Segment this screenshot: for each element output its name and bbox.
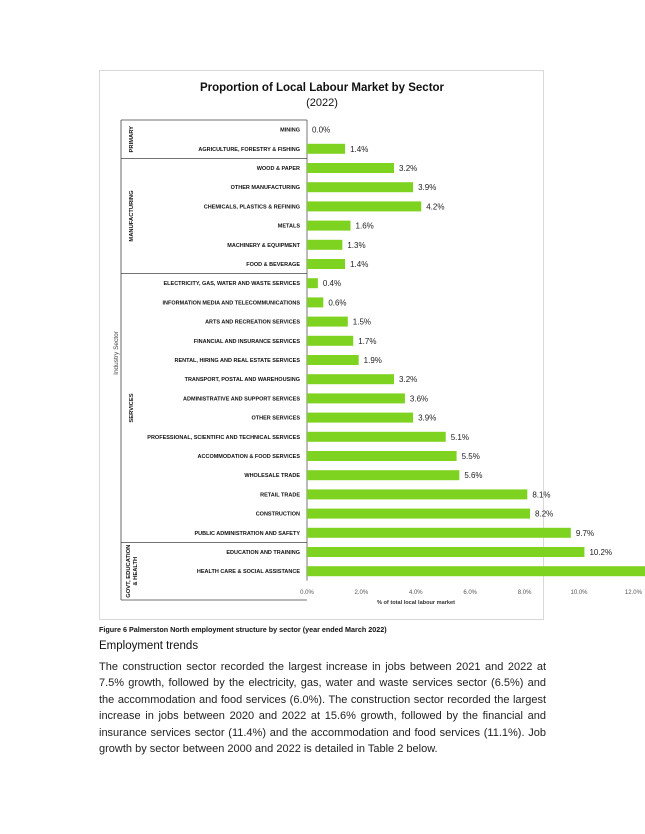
x-tick-label: 0.0% (300, 590, 314, 596)
bar (307, 528, 571, 538)
category-label: HEALTH CARE & SOCIAL ASSISTANCE (196, 569, 300, 576)
bar (307, 259, 345, 269)
data-label: 1.3% (347, 240, 366, 250)
bar (307, 182, 413, 192)
data-label: 1.4% (350, 144, 369, 154)
category-label: FINANCIAL AND INSURANCE SERVICES (193, 338, 300, 345)
data-label: 8.2% (535, 509, 554, 519)
category-label: MINING (280, 127, 300, 134)
data-label: 1.5% (352, 317, 372, 327)
x-tick-label: 8.0% (517, 590, 532, 596)
y-axis-label: Industry Sector (113, 331, 120, 375)
bar (307, 336, 353, 346)
group-label: PRIMARY (129, 125, 135, 153)
category-label: WOOD & PAPER (256, 166, 300, 172)
category-label: OTHER MANUFACTURING (230, 185, 300, 192)
data-label: 3.9% (418, 413, 437, 423)
data-label: 9.7% (575, 528, 595, 538)
data-label: 1.6% (355, 221, 374, 231)
bar (307, 470, 459, 480)
data-label: 3.2% (399, 164, 418, 173)
bar (307, 317, 348, 327)
data-label: 3.2% (399, 375, 418, 385)
category-label: CHEMICALS, PLASTICS & REFINING (203, 204, 300, 211)
category-label: EDUCATION AND TRAINING (226, 550, 300, 556)
category-label: ARTS AND RECREATION SERVICES (205, 319, 300, 326)
chart-title: Proportion of Local Labour Market by Sector (199, 82, 445, 94)
bar (307, 393, 405, 403)
category-label: AGRICULTURE, FORESTRY & FISHING (198, 146, 300, 153)
category-label: OTHER SERVICES (251, 415, 300, 422)
bar (307, 297, 323, 307)
bar (307, 221, 351, 231)
category-label: PUBLIC ADMINISTRATION AND SAFETY (194, 530, 300, 537)
category-label: TRANSPORT, POSTAL AND WAREHOUSING (184, 377, 300, 384)
x-axis-label: % of total local labour market (376, 600, 456, 606)
x-tick-label: 4.0% (408, 590, 423, 596)
data-label: 3.6% (409, 394, 429, 404)
data-label: 1.4% (350, 260, 369, 269)
bar-chart (100, 71, 642, 621)
category-label: RETAIL TRADE (260, 492, 300, 499)
category-label: INFORMATION MEDIA AND TELECOMMUNICATIONS (162, 300, 300, 307)
data-label: 8.1% (532, 490, 551, 500)
bar (307, 451, 457, 461)
group-label: GOVT, EDUCATION (126, 544, 132, 598)
bar (307, 240, 342, 250)
category-label: RENTAL, HIRING AND REAL ESTATE SERVICES (174, 358, 300, 364)
bar (307, 278, 318, 288)
data-label: 5.6% (464, 471, 483, 481)
x-tick-label: 10.0% (570, 590, 588, 596)
bar (307, 355, 359, 365)
x-tick-label: 6.0% (463, 590, 478, 596)
data-label: 0.6% (328, 298, 347, 308)
bar (307, 566, 645, 576)
bar (307, 489, 527, 499)
category-label: MACHINERY & EQUIPMENT (227, 242, 300, 249)
category-label: PROFESSIONAL, SCIENTIFIC AND TECHNICAL SERVICES (147, 434, 300, 441)
category-label: METALS (277, 223, 300, 230)
bar (307, 432, 446, 442)
category-label: ACCOMMODATION & FOOD SERVICES (197, 454, 300, 460)
figure-caption: Figure 6 Palmerston North employment structure by sector (year ended March 2022) (99, 625, 387, 634)
body-paragraph: The construction sector recorded the largest increase in jobs between 2021 and 2022 at 7.5% growth, followed by the electricity, gas, water and waste services sector (6.5%) and the accommodation and food services (6.0%). The construction sector recorded the largest increase in jobs between 2020 and 2022 at 15.6% growth, followed by the financial and insurance services sector (11.4%) and the accommodation and food services (11.1%). Job growth by sector between 2000 and 2022 is detailed in Table 2 below. (99, 661, 546, 756)
data-label: 0.4% (322, 279, 342, 289)
group-label: & HEALTH (133, 556, 139, 586)
category-label: ELECTRICITY, GAS, WATER AND WASTE SERVICES (163, 281, 300, 288)
data-label: 3.9% (418, 183, 437, 193)
bar (307, 509, 530, 519)
chart-container (99, 70, 642, 620)
data-label: 10.2% (589, 548, 613, 557)
group-label: MANUFACTURING (129, 190, 135, 242)
data-label: 4.2% (426, 202, 445, 212)
data-label: 5.1% (450, 432, 469, 442)
data-label: 1.7% (358, 336, 377, 346)
bar (307, 201, 421, 211)
bar (307, 163, 394, 173)
bar (307, 374, 394, 384)
data-label: 5.5% (461, 452, 480, 461)
bar (307, 413, 413, 423)
bar (307, 547, 584, 557)
group-label: SERVICES (129, 393, 135, 423)
x-tick-label: 12.0% (624, 590, 642, 596)
section-heading: Employment trends (99, 640, 199, 652)
data-label: 0.0% (312, 125, 331, 135)
data-label: 1.9% (363, 356, 382, 365)
plot-area (121, 120, 645, 600)
category-label: ADMINISTRATIVE AND SUPPORT SERVICES (183, 396, 300, 403)
chart-subtitle: (2022) (306, 97, 338, 109)
category-label: WHOLESALE TRADE (244, 473, 300, 480)
x-tick-label: 2.0% (354, 590, 369, 596)
category-label: CONSTRUCTION (255, 511, 300, 518)
bar (307, 144, 345, 154)
category-label: FOOD & BEVERAGE (246, 262, 300, 268)
